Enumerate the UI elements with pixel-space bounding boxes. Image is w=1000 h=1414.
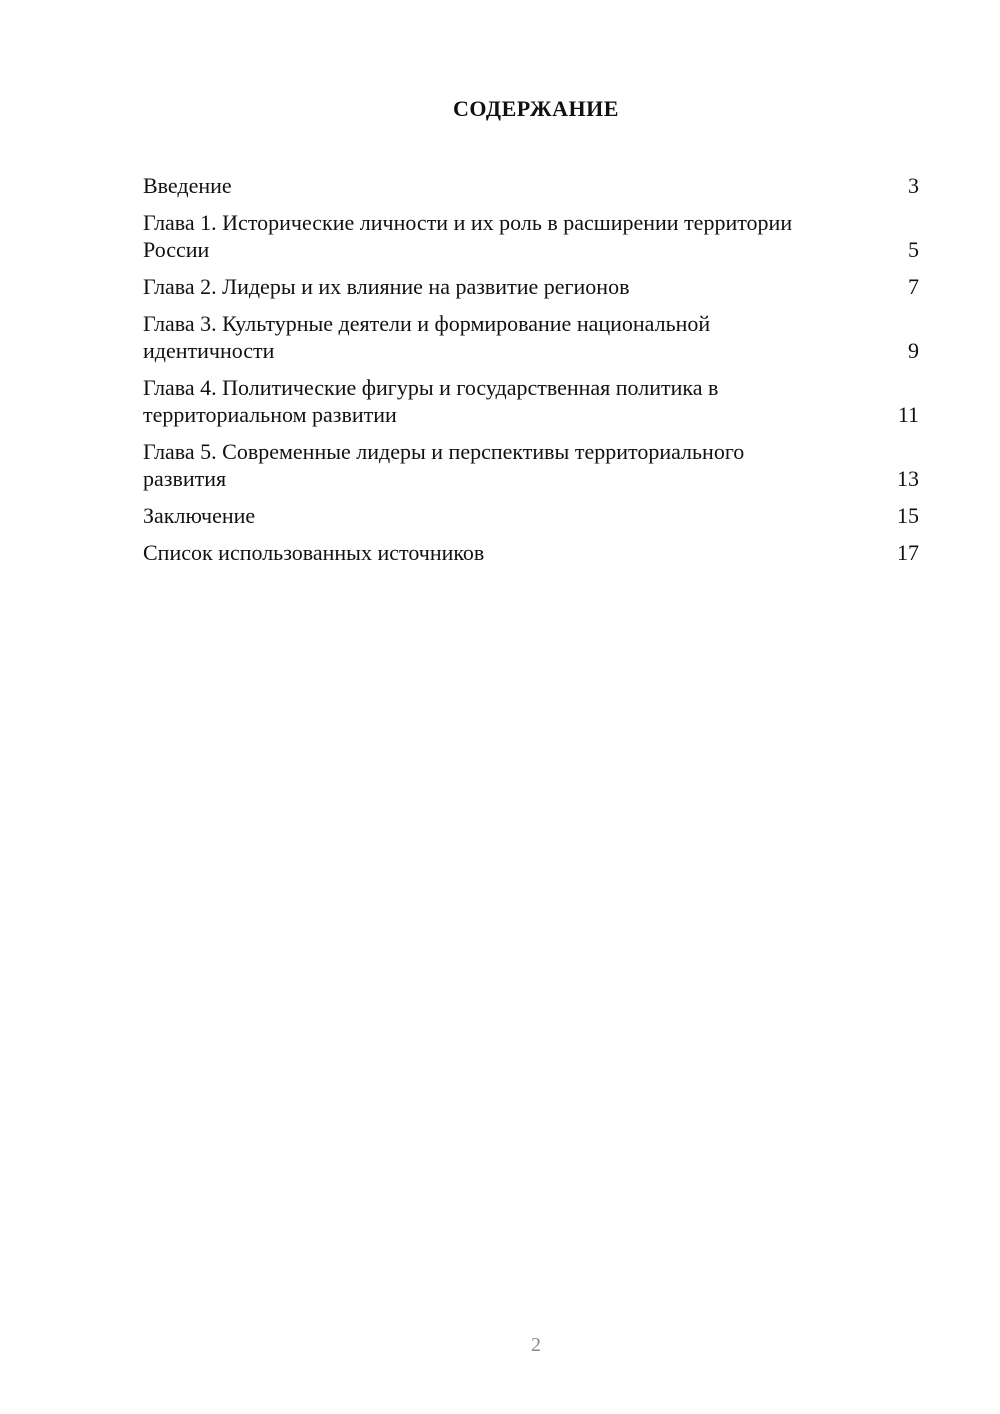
toc-entry-page: 17: [897, 540, 919, 565]
toc-entry-title: Заключение: [143, 503, 256, 528]
toc-entry-title: Список использованных источников: [143, 540, 485, 565]
toc-entry-references: [143, 539, 919, 566]
toc-entry-chapter-4: [143, 374, 919, 428]
toc-entry-title: Введение: [143, 173, 232, 198]
toc-entry-title: Глава 2. Лидеры и их влияние на развитие регионов: [143, 274, 630, 299]
toc-entry-page: 3: [908, 173, 919, 198]
toc-entry-chapter-2: [143, 273, 919, 300]
page-number: 2: [531, 1334, 541, 1356]
toc-entry-page: 7: [908, 274, 919, 299]
toc-entry-title: Глава 5. Современные лидеры и перспективы территориального развития: [143, 439, 745, 491]
toc-entry-page: 11: [897, 402, 919, 427]
toc-entry-title: Глава 3. Культурные деятели и формирование национальной идентичности: [143, 311, 711, 363]
table-of-contents: [143, 172, 919, 576]
toc-entry-introduction: [143, 172, 919, 199]
toc-entry-page: 5: [908, 237, 919, 262]
toc-entry-chapter-5: [143, 438, 919, 492]
page-title: СОДЕРЖАНИЕ: [453, 96, 619, 121]
toc-entry-chapter-1: [143, 209, 919, 263]
toc-entry-title: Глава 1. Исторические личности и их роль в расширении территории России: [143, 210, 793, 262]
toc-entry-page: 15: [897, 503, 919, 528]
toc-entry-chapter-3: [143, 310, 919, 364]
toc-entry-page: 13: [897, 466, 919, 491]
toc-entry-page: 9: [908, 338, 919, 363]
toc-entry-title: Глава 4. Политические фигуры и государственная политика в территориальном развитии: [143, 375, 719, 427]
toc-entry-conclusion: [143, 502, 919, 529]
